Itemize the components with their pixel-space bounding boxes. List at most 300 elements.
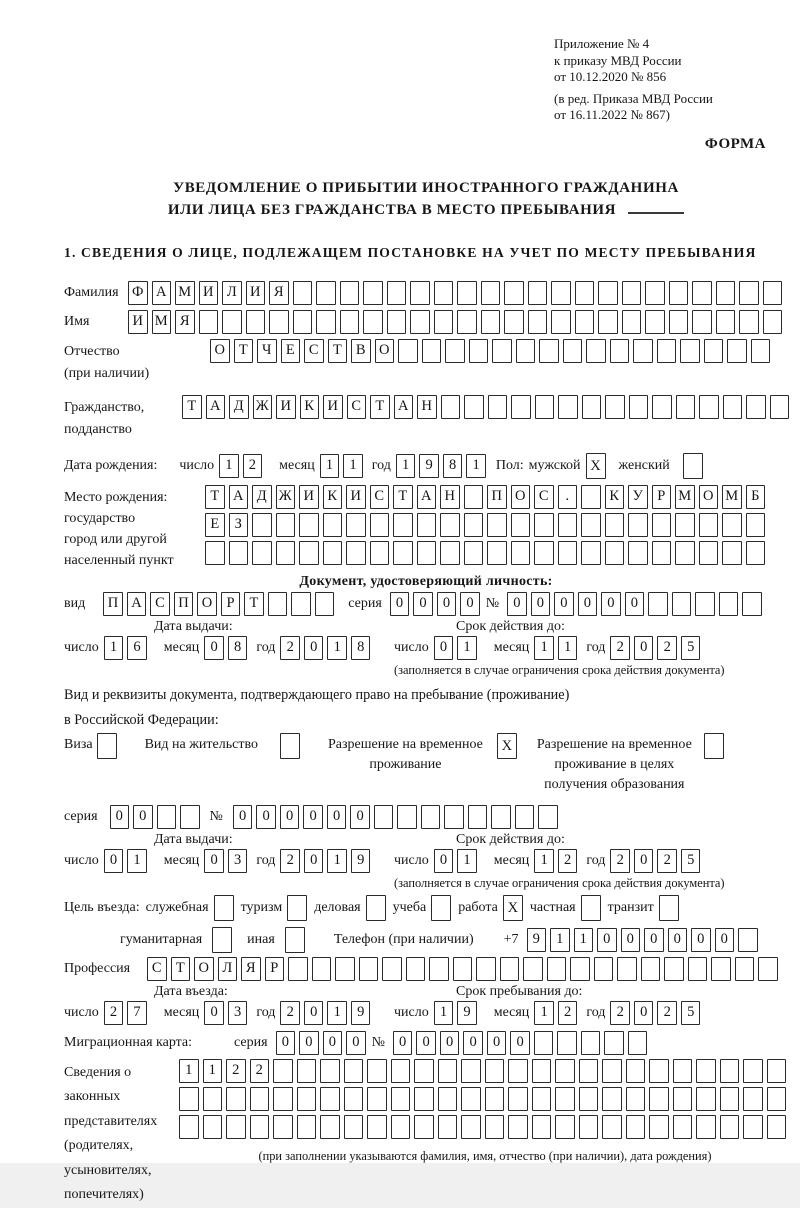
char-box[interactable]: 0 bbox=[434, 636, 454, 660]
char-box[interactable]: 1 bbox=[343, 454, 363, 478]
char-box[interactable]: 0 bbox=[204, 849, 224, 873]
char-box[interactable] bbox=[293, 310, 313, 334]
char-box[interactable] bbox=[535, 395, 555, 419]
char-box[interactable] bbox=[464, 513, 484, 537]
char-box[interactable]: Т bbox=[182, 395, 202, 419]
char-box[interactable] bbox=[344, 1115, 364, 1139]
char-box[interactable] bbox=[581, 485, 601, 509]
char-box[interactable] bbox=[315, 592, 335, 616]
char-box[interactable]: 2 bbox=[657, 849, 677, 873]
char-box[interactable] bbox=[617, 957, 637, 981]
char-box[interactable] bbox=[226, 1087, 246, 1111]
char-box[interactable] bbox=[293, 281, 313, 305]
char-box[interactable] bbox=[641, 957, 661, 981]
char-box[interactable]: 2 bbox=[104, 1001, 124, 1025]
char-box[interactable]: Т bbox=[328, 339, 348, 363]
char-box[interactable] bbox=[461, 1059, 481, 1083]
char-box[interactable] bbox=[434, 281, 454, 305]
char-box[interactable] bbox=[481, 310, 501, 334]
char-box[interactable]: Т bbox=[205, 485, 225, 509]
char-box[interactable] bbox=[739, 281, 759, 305]
char-box[interactable] bbox=[382, 957, 402, 981]
char-box[interactable] bbox=[504, 310, 524, 334]
char-box[interactable] bbox=[696, 1115, 716, 1139]
char-box[interactable] bbox=[440, 513, 460, 537]
char-box[interactable]: 1 bbox=[574, 928, 594, 952]
char-box[interactable] bbox=[323, 513, 343, 537]
char-box[interactable] bbox=[488, 395, 508, 419]
char-box[interactable] bbox=[504, 281, 524, 305]
char-box[interactable] bbox=[652, 513, 672, 537]
char-box[interactable] bbox=[716, 281, 736, 305]
char-box[interactable]: П bbox=[487, 485, 507, 509]
char-box[interactable] bbox=[359, 957, 379, 981]
char-box[interactable] bbox=[316, 281, 336, 305]
char-box[interactable]: П bbox=[103, 592, 123, 616]
char-box[interactable]: 0 bbox=[104, 849, 124, 873]
char-box[interactable]: 2 bbox=[280, 849, 300, 873]
char-box[interactable]: 1 bbox=[203, 1059, 223, 1083]
char-box[interactable]: 1 bbox=[534, 636, 554, 660]
char-box[interactable] bbox=[692, 281, 712, 305]
char-box[interactable] bbox=[649, 1115, 669, 1139]
char-box[interactable] bbox=[743, 1087, 763, 1111]
char-box[interactable] bbox=[594, 957, 614, 981]
char-box[interactable] bbox=[422, 339, 442, 363]
char-box[interactable] bbox=[581, 513, 601, 537]
char-box[interactable] bbox=[414, 1087, 434, 1111]
char-box[interactable] bbox=[570, 957, 590, 981]
char-box[interactable] bbox=[581, 541, 601, 565]
char-box[interactable] bbox=[299, 541, 319, 565]
char-box[interactable] bbox=[626, 1087, 646, 1111]
char-box[interactable]: 6 bbox=[127, 636, 147, 660]
char-box[interactable]: Ч bbox=[257, 339, 277, 363]
char-box[interactable] bbox=[722, 513, 742, 537]
char-box[interactable] bbox=[203, 1087, 223, 1111]
char-box[interactable] bbox=[738, 928, 758, 952]
char-box[interactable]: А bbox=[152, 281, 172, 305]
char-box[interactable]: 0 bbox=[668, 928, 688, 952]
char-box[interactable] bbox=[273, 1059, 293, 1083]
char-box[interactable] bbox=[696, 1087, 716, 1111]
char-box[interactable] bbox=[320, 1087, 340, 1111]
char-box[interactable]: 0 bbox=[303, 805, 323, 829]
char-box[interactable] bbox=[523, 957, 543, 981]
char-box[interactable]: 0 bbox=[413, 592, 433, 616]
char-box[interactable] bbox=[179, 1087, 199, 1111]
char-box[interactable] bbox=[723, 395, 743, 419]
char-box[interactable]: С bbox=[147, 957, 167, 981]
purpose-work-checkbox[interactable]: X bbox=[503, 895, 523, 921]
char-box[interactable]: К bbox=[323, 485, 343, 509]
char-box[interactable] bbox=[720, 1059, 740, 1083]
char-box[interactable] bbox=[391, 1059, 411, 1083]
char-box[interactable]: 5 bbox=[681, 1001, 701, 1025]
char-box[interactable]: 9 bbox=[351, 1001, 371, 1025]
char-box[interactable] bbox=[485, 1059, 505, 1083]
char-box[interactable] bbox=[370, 513, 390, 537]
char-box[interactable]: 9 bbox=[527, 928, 547, 952]
char-box[interactable] bbox=[696, 1059, 716, 1083]
char-box[interactable] bbox=[438, 1059, 458, 1083]
char-box[interactable] bbox=[461, 1087, 481, 1111]
char-box[interactable]: К bbox=[605, 485, 625, 509]
char-box[interactable] bbox=[555, 1059, 575, 1083]
char-box[interactable] bbox=[563, 339, 583, 363]
char-box[interactable] bbox=[508, 1115, 528, 1139]
char-box[interactable]: 1 bbox=[534, 849, 554, 873]
char-box[interactable]: 5 bbox=[681, 849, 701, 873]
char-box[interactable] bbox=[429, 957, 449, 981]
char-box[interactable] bbox=[464, 541, 484, 565]
char-box[interactable] bbox=[252, 513, 272, 537]
char-box[interactable]: 3 bbox=[228, 1001, 248, 1025]
char-box[interactable]: А bbox=[206, 395, 226, 419]
char-box[interactable]: 0 bbox=[634, 849, 654, 873]
char-box[interactable]: 1 bbox=[320, 454, 340, 478]
char-box[interactable] bbox=[652, 395, 672, 419]
char-box[interactable] bbox=[534, 1031, 554, 1055]
char-box[interactable] bbox=[457, 281, 477, 305]
char-box[interactable] bbox=[276, 541, 296, 565]
purpose-study-checkbox[interactable] bbox=[431, 895, 451, 921]
char-box[interactable] bbox=[719, 592, 739, 616]
char-box[interactable]: Т bbox=[244, 592, 264, 616]
char-box[interactable] bbox=[288, 957, 308, 981]
char-box[interactable] bbox=[652, 541, 672, 565]
char-box[interactable] bbox=[374, 805, 394, 829]
char-box[interactable] bbox=[393, 513, 413, 537]
char-box[interactable]: 1 bbox=[550, 928, 570, 952]
char-box[interactable] bbox=[441, 395, 461, 419]
char-box[interactable]: 0 bbox=[204, 1001, 224, 1025]
char-box[interactable] bbox=[157, 805, 177, 829]
char-box[interactable]: 0 bbox=[133, 805, 153, 829]
char-box[interactable] bbox=[316, 310, 336, 334]
char-box[interactable] bbox=[487, 541, 507, 565]
char-box[interactable] bbox=[528, 281, 548, 305]
char-box[interactable] bbox=[645, 310, 665, 334]
char-box[interactable]: 0 bbox=[390, 592, 410, 616]
char-box[interactable] bbox=[468, 805, 488, 829]
char-box[interactable]: 0 bbox=[276, 1031, 296, 1055]
purpose-official-checkbox[interactable] bbox=[214, 895, 234, 921]
char-box[interactable]: К bbox=[300, 395, 320, 419]
char-box[interactable]: 0 bbox=[621, 928, 641, 952]
char-box[interactable]: О bbox=[511, 485, 531, 509]
char-box[interactable] bbox=[226, 1115, 246, 1139]
char-box[interactable]: 0 bbox=[280, 805, 300, 829]
char-box[interactable]: И bbox=[299, 485, 319, 509]
char-box[interactable] bbox=[273, 1087, 293, 1111]
char-box[interactable]: 0 bbox=[304, 636, 324, 660]
char-box[interactable]: Т bbox=[234, 339, 254, 363]
char-box[interactable] bbox=[727, 339, 747, 363]
char-box[interactable]: . bbox=[558, 485, 578, 509]
char-box[interactable] bbox=[605, 541, 625, 565]
char-box[interactable]: О bbox=[210, 339, 230, 363]
char-box[interactable] bbox=[532, 1115, 552, 1139]
char-box[interactable] bbox=[417, 513, 437, 537]
char-box[interactable] bbox=[622, 310, 642, 334]
sex-female-checkbox[interactable] bbox=[683, 453, 703, 479]
char-box[interactable] bbox=[397, 805, 417, 829]
char-box[interactable]: Е bbox=[281, 339, 301, 363]
char-box[interactable] bbox=[485, 1115, 505, 1139]
char-box[interactable] bbox=[179, 1115, 199, 1139]
char-box[interactable] bbox=[205, 541, 225, 565]
char-box[interactable]: А bbox=[394, 395, 414, 419]
char-box[interactable] bbox=[579, 1087, 599, 1111]
char-box[interactable] bbox=[203, 1115, 223, 1139]
char-box[interactable]: Т bbox=[171, 957, 191, 981]
char-box[interactable]: 0 bbox=[434, 849, 454, 873]
char-box[interactable]: И bbox=[276, 395, 296, 419]
char-box[interactable]: 0 bbox=[554, 592, 574, 616]
char-box[interactable] bbox=[453, 957, 473, 981]
char-box[interactable] bbox=[633, 339, 653, 363]
char-box[interactable]: 0 bbox=[304, 1001, 324, 1025]
char-box[interactable] bbox=[387, 310, 407, 334]
char-box[interactable]: Н bbox=[417, 395, 437, 419]
char-box[interactable] bbox=[763, 310, 783, 334]
char-box[interactable] bbox=[763, 281, 783, 305]
char-box[interactable]: 2 bbox=[280, 636, 300, 660]
char-box[interactable]: Я bbox=[241, 957, 261, 981]
char-box[interactable] bbox=[250, 1115, 270, 1139]
char-box[interactable]: А bbox=[229, 485, 249, 509]
purpose-humanitarian-checkbox[interactable] bbox=[212, 927, 232, 953]
temp-residence-education-checkbox[interactable] bbox=[704, 733, 724, 759]
char-box[interactable]: 3 bbox=[228, 849, 248, 873]
char-box[interactable] bbox=[464, 395, 484, 419]
char-box[interactable]: 1 bbox=[396, 454, 416, 478]
char-box[interactable]: 0 bbox=[625, 592, 645, 616]
char-box[interactable]: Я bbox=[269, 281, 289, 305]
char-box[interactable]: 1 bbox=[457, 849, 477, 873]
char-box[interactable]: А bbox=[127, 592, 147, 616]
char-box[interactable] bbox=[605, 513, 625, 537]
char-box[interactable] bbox=[558, 513, 578, 537]
char-box[interactable]: М bbox=[722, 485, 742, 509]
char-box[interactable] bbox=[312, 957, 332, 981]
char-box[interactable] bbox=[586, 339, 606, 363]
char-box[interactable] bbox=[649, 1087, 669, 1111]
char-box[interactable]: Т bbox=[393, 485, 413, 509]
char-box[interactable] bbox=[297, 1059, 317, 1083]
char-box[interactable] bbox=[758, 957, 778, 981]
char-box[interactable]: 2 bbox=[610, 636, 630, 660]
char-box[interactable] bbox=[770, 395, 790, 419]
char-box[interactable] bbox=[222, 310, 242, 334]
char-box[interactable] bbox=[346, 513, 366, 537]
char-box[interactable]: 1 bbox=[127, 849, 147, 873]
char-box[interactable]: Н bbox=[440, 485, 460, 509]
char-box[interactable]: В bbox=[351, 339, 371, 363]
char-box[interactable] bbox=[387, 281, 407, 305]
char-box[interactable] bbox=[538, 805, 558, 829]
char-box[interactable] bbox=[629, 395, 649, 419]
char-box[interactable] bbox=[657, 339, 677, 363]
char-box[interactable] bbox=[370, 541, 390, 565]
char-box[interactable]: 0 bbox=[507, 592, 527, 616]
char-box[interactable]: 0 bbox=[299, 1031, 319, 1055]
char-box[interactable] bbox=[367, 1115, 387, 1139]
char-box[interactable]: 0 bbox=[346, 1031, 366, 1055]
char-box[interactable] bbox=[628, 541, 648, 565]
char-box[interactable] bbox=[500, 957, 520, 981]
char-box[interactable]: 0 bbox=[487, 1031, 507, 1055]
char-box[interactable]: 1 bbox=[327, 636, 347, 660]
char-box[interactable] bbox=[229, 541, 249, 565]
char-box[interactable]: 9 bbox=[351, 849, 371, 873]
char-box[interactable] bbox=[440, 541, 460, 565]
char-box[interactable]: А bbox=[417, 485, 437, 509]
char-box[interactable] bbox=[438, 1115, 458, 1139]
char-box[interactable]: 0 bbox=[204, 636, 224, 660]
char-box[interactable] bbox=[268, 592, 288, 616]
char-box[interactable] bbox=[398, 339, 418, 363]
char-box[interactable] bbox=[406, 957, 426, 981]
char-box[interactable] bbox=[276, 513, 296, 537]
char-box[interactable]: 0 bbox=[578, 592, 598, 616]
char-box[interactable] bbox=[367, 1059, 387, 1083]
char-box[interactable]: С bbox=[534, 485, 554, 509]
char-box[interactable]: Р bbox=[221, 592, 241, 616]
char-box[interactable] bbox=[457, 310, 477, 334]
char-box[interactable] bbox=[534, 513, 554, 537]
char-box[interactable] bbox=[320, 1115, 340, 1139]
char-box[interactable]: И bbox=[323, 395, 343, 419]
char-box[interactable]: 0 bbox=[601, 592, 621, 616]
char-box[interactable] bbox=[414, 1115, 434, 1139]
char-box[interactable] bbox=[335, 957, 355, 981]
char-box[interactable]: Е bbox=[205, 513, 225, 537]
char-box[interactable]: 8 bbox=[228, 636, 248, 660]
char-box[interactable] bbox=[672, 592, 692, 616]
char-box[interactable] bbox=[673, 1115, 693, 1139]
char-box[interactable]: 2 bbox=[243, 454, 263, 478]
char-box[interactable] bbox=[323, 541, 343, 565]
char-box[interactable] bbox=[269, 310, 289, 334]
char-box[interactable]: 0 bbox=[440, 1031, 460, 1055]
char-box[interactable] bbox=[297, 1087, 317, 1111]
char-box[interactable] bbox=[675, 513, 695, 537]
purpose-tourism-checkbox[interactable] bbox=[287, 895, 307, 921]
char-box[interactable]: 0 bbox=[110, 805, 130, 829]
char-box[interactable] bbox=[291, 592, 311, 616]
char-box[interactable]: 2 bbox=[610, 1001, 630, 1025]
char-box[interactable] bbox=[340, 281, 360, 305]
char-box[interactable] bbox=[464, 485, 484, 509]
char-box[interactable]: 2 bbox=[250, 1059, 270, 1083]
char-box[interactable]: 0 bbox=[597, 928, 617, 952]
char-box[interactable] bbox=[735, 957, 755, 981]
char-box[interactable] bbox=[673, 1087, 693, 1111]
char-box[interactable]: 8 bbox=[443, 454, 463, 478]
char-box[interactable] bbox=[516, 339, 536, 363]
char-box[interactable] bbox=[739, 310, 759, 334]
char-box[interactable] bbox=[250, 1087, 270, 1111]
char-box[interactable] bbox=[648, 592, 668, 616]
char-box[interactable]: Б bbox=[746, 485, 766, 509]
char-box[interactable]: 0 bbox=[323, 1031, 343, 1055]
char-box[interactable]: 1 bbox=[457, 636, 477, 660]
char-box[interactable]: 7 bbox=[127, 1001, 147, 1025]
char-box[interactable] bbox=[579, 1059, 599, 1083]
char-box[interactable] bbox=[602, 1087, 622, 1111]
char-box[interactable] bbox=[511, 541, 531, 565]
char-box[interactable] bbox=[716, 310, 736, 334]
char-box[interactable]: С bbox=[370, 485, 390, 509]
char-box[interactable] bbox=[410, 310, 430, 334]
char-box[interactable] bbox=[720, 1087, 740, 1111]
char-box[interactable] bbox=[476, 957, 496, 981]
char-box[interactable] bbox=[551, 310, 571, 334]
char-box[interactable] bbox=[626, 1059, 646, 1083]
char-box[interactable]: 2 bbox=[280, 1001, 300, 1025]
char-box[interactable] bbox=[767, 1087, 787, 1111]
char-box[interactable]: З bbox=[229, 513, 249, 537]
char-box[interactable] bbox=[751, 339, 771, 363]
char-box[interactable]: Ж bbox=[276, 485, 296, 509]
char-box[interactable] bbox=[340, 310, 360, 334]
char-box[interactable] bbox=[605, 395, 625, 419]
char-box[interactable]: 0 bbox=[531, 592, 551, 616]
char-box[interactable] bbox=[664, 957, 684, 981]
char-box[interactable] bbox=[534, 541, 554, 565]
char-box[interactable] bbox=[487, 513, 507, 537]
char-box[interactable] bbox=[410, 281, 430, 305]
char-box[interactable] bbox=[508, 1059, 528, 1083]
purpose-business-checkbox[interactable] bbox=[366, 895, 386, 921]
char-box[interactable]: 0 bbox=[350, 805, 370, 829]
char-box[interactable]: 2 bbox=[226, 1059, 246, 1083]
char-box[interactable] bbox=[743, 1059, 763, 1083]
char-box[interactable]: О bbox=[197, 592, 217, 616]
purpose-private-checkbox[interactable] bbox=[581, 895, 601, 921]
char-box[interactable] bbox=[558, 541, 578, 565]
char-box[interactable] bbox=[688, 957, 708, 981]
char-box[interactable] bbox=[532, 1087, 552, 1111]
char-box[interactable] bbox=[555, 1115, 575, 1139]
char-box[interactable] bbox=[699, 541, 719, 565]
char-box[interactable] bbox=[273, 1115, 293, 1139]
char-box[interactable] bbox=[445, 339, 465, 363]
char-box[interactable]: 0 bbox=[460, 592, 480, 616]
char-box[interactable]: И bbox=[128, 310, 148, 334]
char-box[interactable]: Д bbox=[229, 395, 249, 419]
char-box[interactable] bbox=[669, 310, 689, 334]
char-box[interactable]: 0 bbox=[304, 849, 324, 873]
char-box[interactable] bbox=[297, 1115, 317, 1139]
char-box[interactable] bbox=[367, 1087, 387, 1111]
char-box[interactable]: 0 bbox=[416, 1031, 436, 1055]
char-box[interactable] bbox=[558, 395, 578, 419]
char-box[interactable]: 2 bbox=[610, 849, 630, 873]
char-box[interactable]: 0 bbox=[256, 805, 276, 829]
char-box[interactable] bbox=[575, 281, 595, 305]
char-box[interactable] bbox=[481, 281, 501, 305]
char-box[interactable] bbox=[539, 339, 559, 363]
char-box[interactable] bbox=[676, 395, 696, 419]
char-box[interactable] bbox=[515, 805, 535, 829]
char-box[interactable]: 1 bbox=[466, 454, 486, 478]
char-box[interactable]: 0 bbox=[634, 636, 654, 660]
char-box[interactable] bbox=[645, 281, 665, 305]
char-box[interactable] bbox=[485, 1087, 505, 1111]
